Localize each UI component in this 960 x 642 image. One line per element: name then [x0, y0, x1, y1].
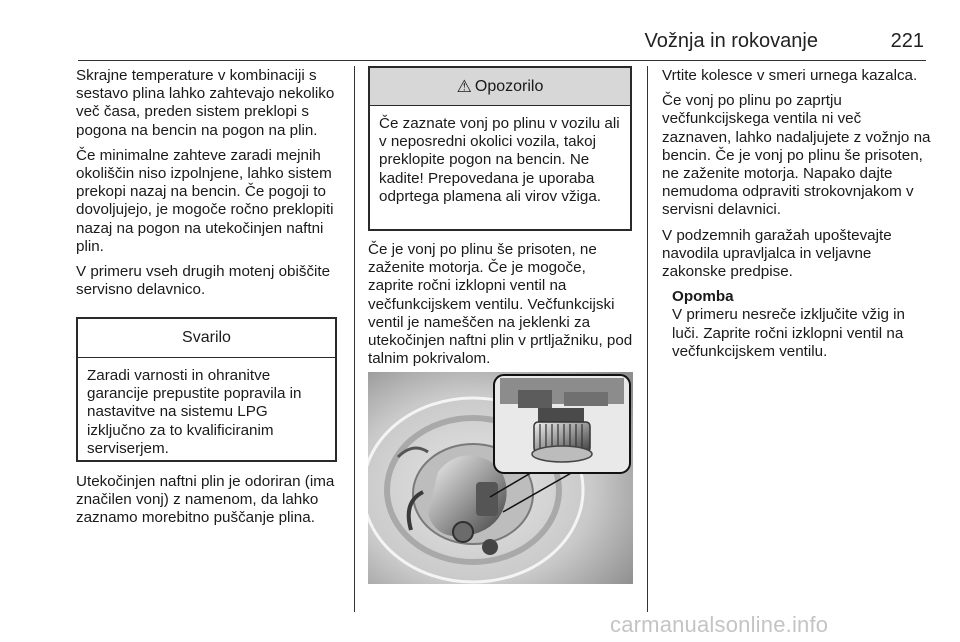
section-title: Vožnja in rokovanje: [644, 30, 818, 52]
caution-box-title: Svarilo: [78, 319, 335, 358]
warning-box-header: [370, 68, 630, 106]
paragraph: Če vonj po plinu po zaprtju večfunkcijskega ventila ni več zaznaven, lahko nadaljujete z vožnjo na bencin. Če je vonj po plinu še prisoten, ne zaženite motorja. Napako dajte nemudoma odpraviti strokovnjakom v servisni delavnici.: [662, 92, 931, 219]
paragraph: Skrajne temperature v kombinaciji s sestavo plina lahko zahtevajo nekoliko več časa, preden sistem preklopi s pogona na bencin na pogon na plin.: [76, 67, 335, 139]
note-body: V primeru nesreče izključite vžig in luči. Zaprite ročni izklopni ventil na večfunkcijskem ventilu.: [672, 306, 905, 360]
paragraph: V podzemnih garažah upoštevajte navodila upravljalca in veljavne zakonske predpise.: [662, 226, 892, 281]
paragraph: Utekočinjen naftni plin je odoriran (ima značilen vonj) z namenom, da lahko zaznamo morebitno puščanje plina.: [76, 473, 335, 527]
paragraph: Če je vonj po plinu še prisoten, ne zaženite motorja. Če je mogoče, zaprite ročni izklopni ventil na večfunkcijskem ventilu. Večfunkcijski ventil je nameščen na jeklenki za utekočinjen naftni plin v prtljažniku, pod talnim pokrivalom.: [368, 241, 633, 368]
paragraph: Vrtite kolesce v smeri urnega kazalca.: [662, 67, 918, 84]
note-block: [662, 288, 934, 361]
header-rule: [78, 60, 926, 61]
column-divider-right: [647, 66, 648, 612]
page-header: [78, 30, 926, 56]
watermark: carmanualsonline.info: [610, 612, 829, 637]
paragraph: Če minimalne zahteve zaradi mejnih okoliščin niso izpolnjene, lahko sistem prekopi nazaj na bencin. Če pogoji to dovoljujejo, je mogoče ročno preklopiti nazaj na pogon na utekočinjen naftni plin.: [76, 146, 334, 255]
warning-triangle-icon: ⚠: [456, 76, 472, 96]
caution-box-body: Zaradi varnosti in ohranitve garancije prepustite popravila in nastavitve na sistemu LPG izključno za to kvalificiranim serviserjem.: [87, 367, 302, 457]
warning-box: [368, 66, 632, 231]
multifunction-valve-illustration: [368, 372, 633, 584]
column-divider-left: [354, 66, 355, 612]
column-1-text: [76, 67, 344, 306]
warning-box-title: Opozorilo: [474, 77, 544, 95]
caution-box: [76, 317, 337, 462]
warning-box-body: Če zaznate vonj po plinu v vozilu ali v neposredni okolici vozila, takoj preklopite pogon na bencin. Ne kadite! Prepovedana je uporaba odprtega plamena ali virov vžiga.: [379, 115, 620, 205]
note-title: Opomba: [672, 288, 734, 306]
page-number: 221: [890, 30, 924, 52]
column-3-text: [662, 67, 934, 361]
paragraph: V primeru vseh drugih motenj obiščite servisno delavnico.: [76, 263, 331, 299]
